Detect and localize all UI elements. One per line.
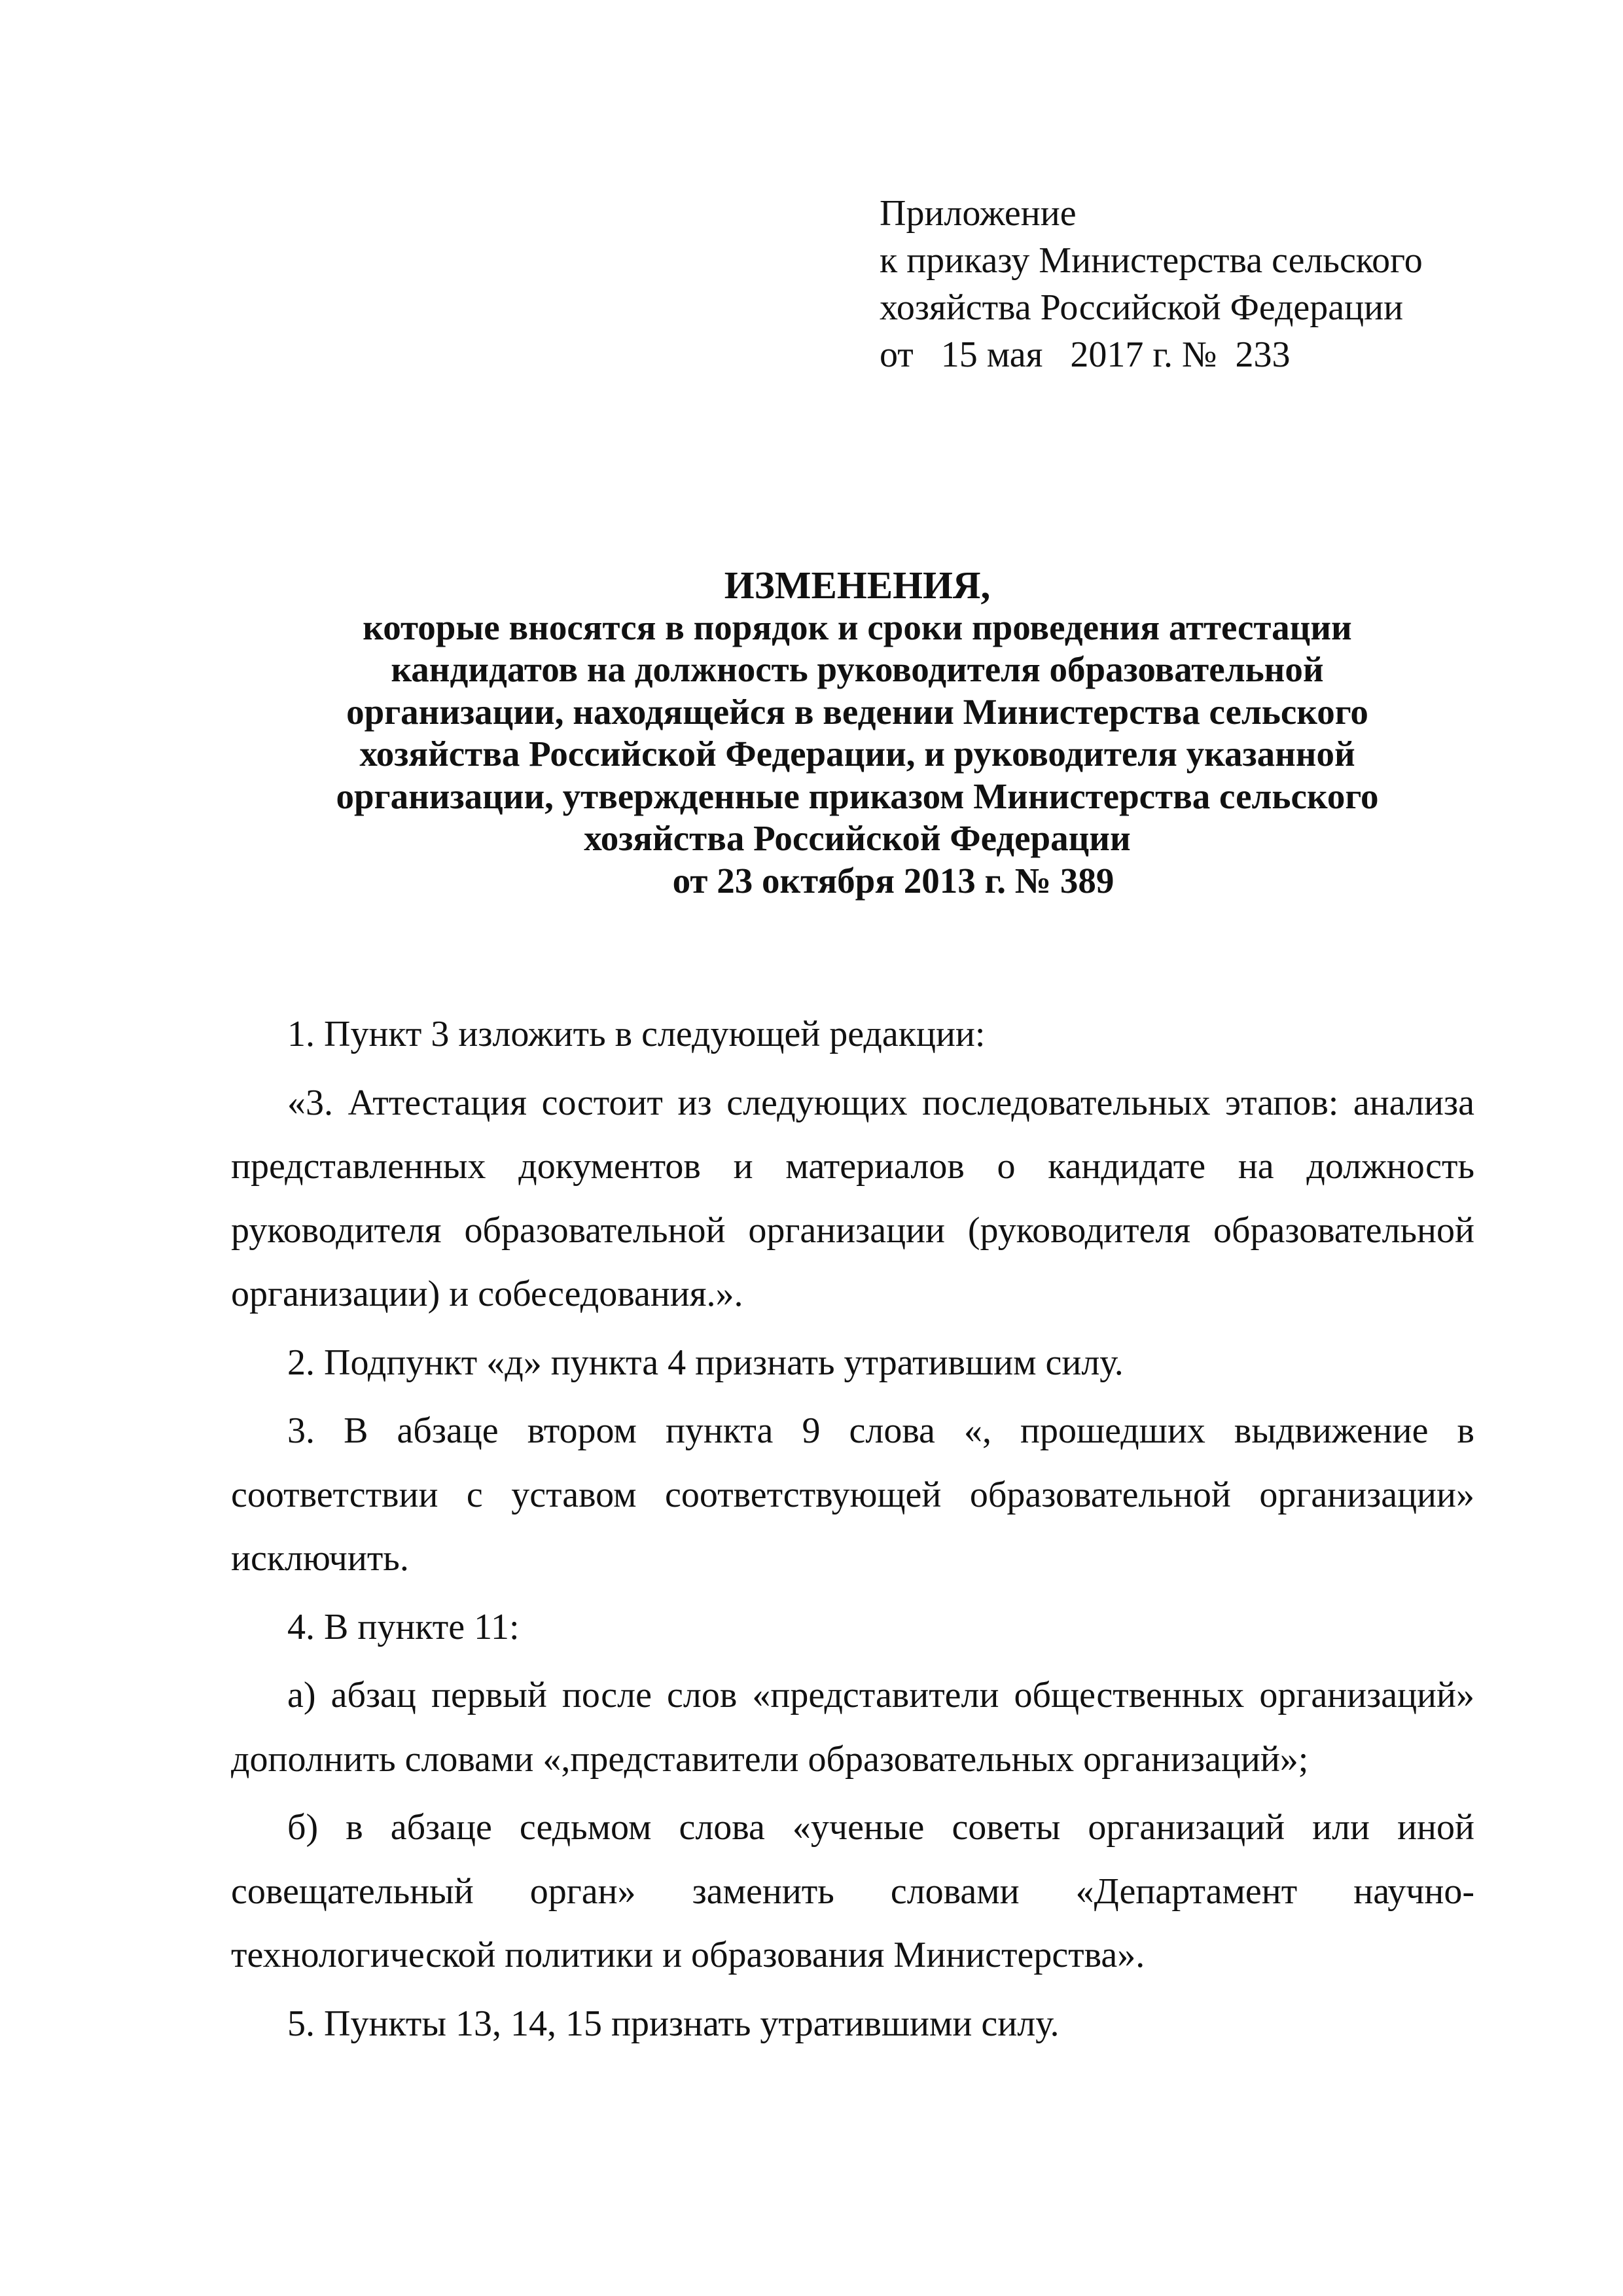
title-line: организации, находящейся в ведении Министерства сельского bbox=[346, 691, 1368, 732]
appendix-date-number: от 15 мая 2017 г. № 233 bbox=[880, 334, 1291, 375]
title-line: хозяйства Российской Федерации bbox=[584, 818, 1131, 858]
title-line: организации, утвержденные приказом Министерства сельского bbox=[336, 776, 1379, 816]
appendix-header bbox=[880, 190, 1423, 378]
title-heading: ИЗМЕНЕНИЯ, bbox=[724, 564, 991, 607]
item-4: 4. В пункте 11: bbox=[287, 1606, 520, 1647]
title-line: которые вносятся в порядок и сроки проведения аттестации bbox=[363, 607, 1352, 647]
document-title bbox=[216, 564, 1499, 902]
item-1: 1. Пункт 3 изложить в следующей редакции: bbox=[287, 1014, 986, 1054]
item-5: 5. Пункты 13, 14, 15 признать утратившими силу. bbox=[287, 2003, 1060, 2044]
document-body bbox=[231, 1003, 1474, 2060]
item-3: 3. В абзаце втором пункта 9 слова «, прошедших выдвижение в соответствии с уставом соответствующей образовательной организации» исключить. bbox=[231, 1410, 1474, 1579]
appendix-label: Приложение bbox=[880, 193, 1077, 234]
title-line: хозяйства Российской Федерации, и руководителя указанной bbox=[359, 734, 1355, 774]
item-2: 2. Подпункт «д» пункта 4 признать утратившим силу. bbox=[287, 1342, 1124, 1383]
item-4a: а) абзац первый после слов «представители общественных организаций» дополнить словами «,представители образовательных организаций»; bbox=[231, 1675, 1474, 1780]
item-1-quote: «3. Аттестация состоит из следующих последовательных этапов: анализа представленных документов и материалов о кандидате на должность руководителя образовательной организации (руководителя образовательной организации) и собеседования.». bbox=[231, 1082, 1474, 1314]
item-4b: б) в абзаце седьмом слова «ученые советы организаций или иной совещательный орган» заменить словами «Департамент научно-технологической политики и образования Министерства». bbox=[231, 1807, 1474, 1975]
appendix-ministry: хозяйства Российской Федерации bbox=[880, 287, 1404, 328]
title-line: от 23 октября 2013 г. № 389 bbox=[672, 860, 1115, 901]
appendix-order-ref: к приказу Министерства сельского bbox=[880, 240, 1423, 281]
title-line: кандидатов на должность руководителя образовательной bbox=[391, 649, 1324, 689]
